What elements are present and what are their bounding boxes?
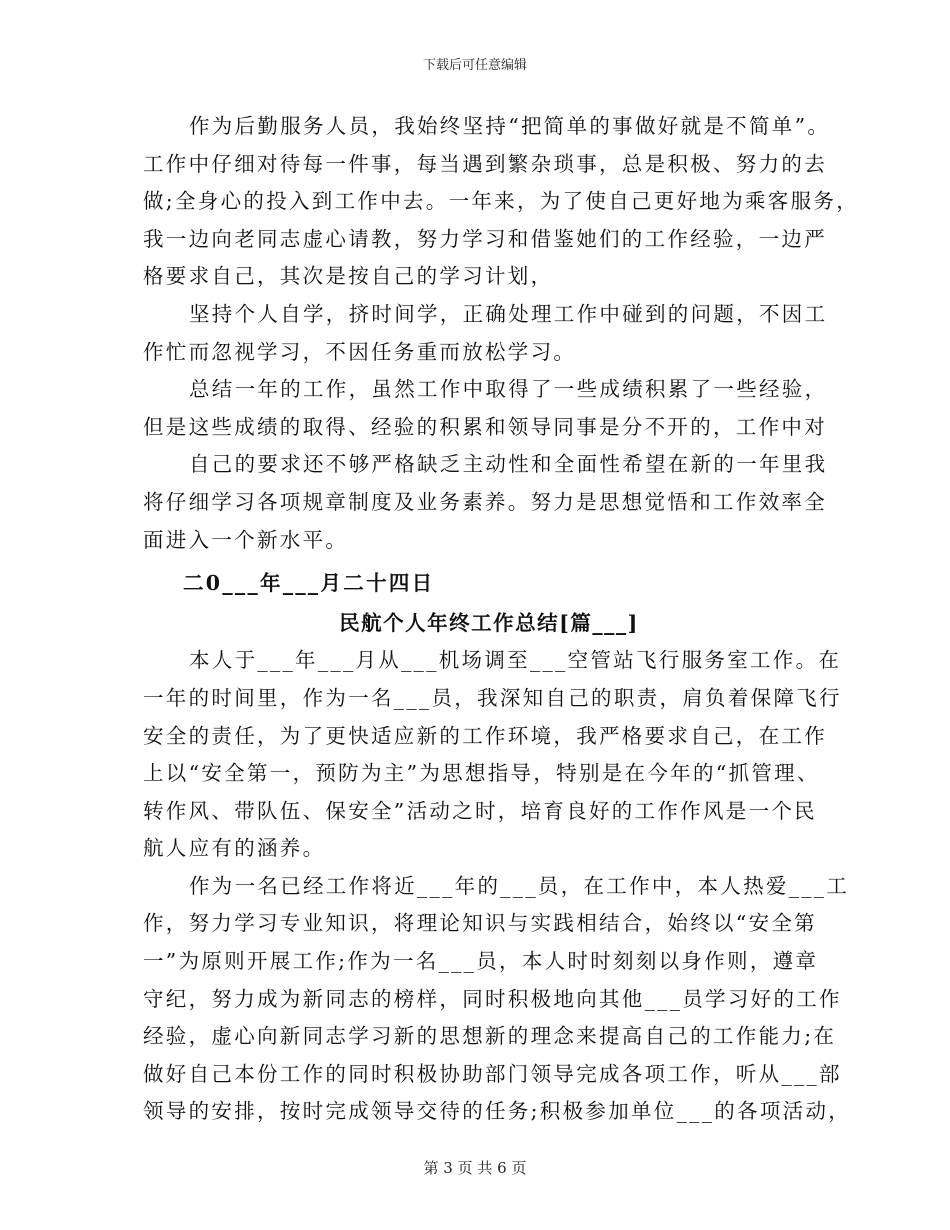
paragraph-line: 作为后勤服务人员，我始终坚持“把简单的事做好就是不简单”。 (189, 114, 831, 138)
paragraph-line: 坚持个人自学，挤时间学，正确处理工作中碰到的问题，不因工 (189, 301, 828, 326)
paragraph-line: 领导的安排，按时完成领导交待的任务;积极参加单位___的各项活动， (143, 1099, 852, 1124)
paragraph-line: 格要求自己，其次是按自己的学习计划， (143, 264, 554, 289)
paragraph-line: 作，努力学习专业知识，将理论知识与实践相结合，始终以“安全第 (143, 911, 817, 936)
paragraph-line: 上以“安全第一，预防为主”为思想指导，特别是在今年的“抓管理、 (143, 761, 820, 786)
paragraph-line: 一”为原则开展工作;作为一名___员，本人时时刻刻以身作则，遵章 (143, 949, 819, 974)
document-body (143, 108, 860, 1131)
date-line: 二0___年___月二十四日 (183, 571, 435, 596)
paragraph-line: 本人于___年___月从___机场调至___空管站飞行服务室工作。在 (189, 648, 842, 673)
paragraph-line: 守纪，努力成为新同志的榜样，同时积极地向其他___员学习好的工作 (143, 986, 842, 1011)
paragraph-line: 我一边向老同志虚心请教，努力学习和借鉴她们的工作经验，一边严 (143, 226, 827, 251)
page-header: 下载后可任意编辑 (422, 58, 527, 73)
paragraph-line: 经验，虚心向新同志学习新的思想新的理念来提高自己的工作能力;在 (143, 1024, 837, 1049)
paragraph-line: 做好自己本份工作的同时积极协助部门领导完成各项工作，听从___部 (143, 1061, 842, 1086)
paragraph-line: 但是这些成绩的取得、经验的积累和领导同事是分不开的，工作中对 (143, 414, 827, 439)
paragraph-line: 面进入一个新水平。 (143, 527, 349, 552)
paragraph-line: 安全的责任，为了更快适应新的工作环境，我严格要求自己，在工作 (143, 723, 827, 748)
page-footer: 第 3 页 共 6 页 (423, 1159, 527, 1177)
paragraph-line: 工作中仔细对待每一件事，每当遇到繁杂琐事，总是积极、努力的去 (143, 151, 827, 176)
paragraph-line: 作为一名已经工作将近___年的___员，在工作中，本人热爱___工 (189, 873, 850, 898)
paragraph-line: 转作风、带队伍、保安全”活动之时，培育良好的工作作风是一个民 (143, 798, 817, 823)
paragraph-line: 一年的时间里，作为一名___员，我深知自己的职责，肩负着保障飞行 (143, 685, 842, 710)
paragraph-line: 将仔细学习各项规章制度及业务素养。努力是思想觉悟和工作效率全 (143, 489, 827, 514)
section-title: 民航个人年终工作总结[篇___] (339, 610, 639, 635)
paragraph-line: 作忙而忽视学习，不因任务重而放松学习。 (143, 339, 577, 364)
paragraph-line: 总结一年的工作，虽然工作中取得了一些成绩积累了一些经验， (189, 377, 828, 402)
paragraph-line: 做;全身心的投入到工作中去。一年来，为了使自己更好地为乘客服务， (143, 189, 860, 214)
paragraph-line: 自己的要求还不够严格缺乏主动性和全面性希望在新的一年里我 (189, 452, 828, 477)
paragraph-line: 航人应有的涵养。 (143, 836, 326, 861)
